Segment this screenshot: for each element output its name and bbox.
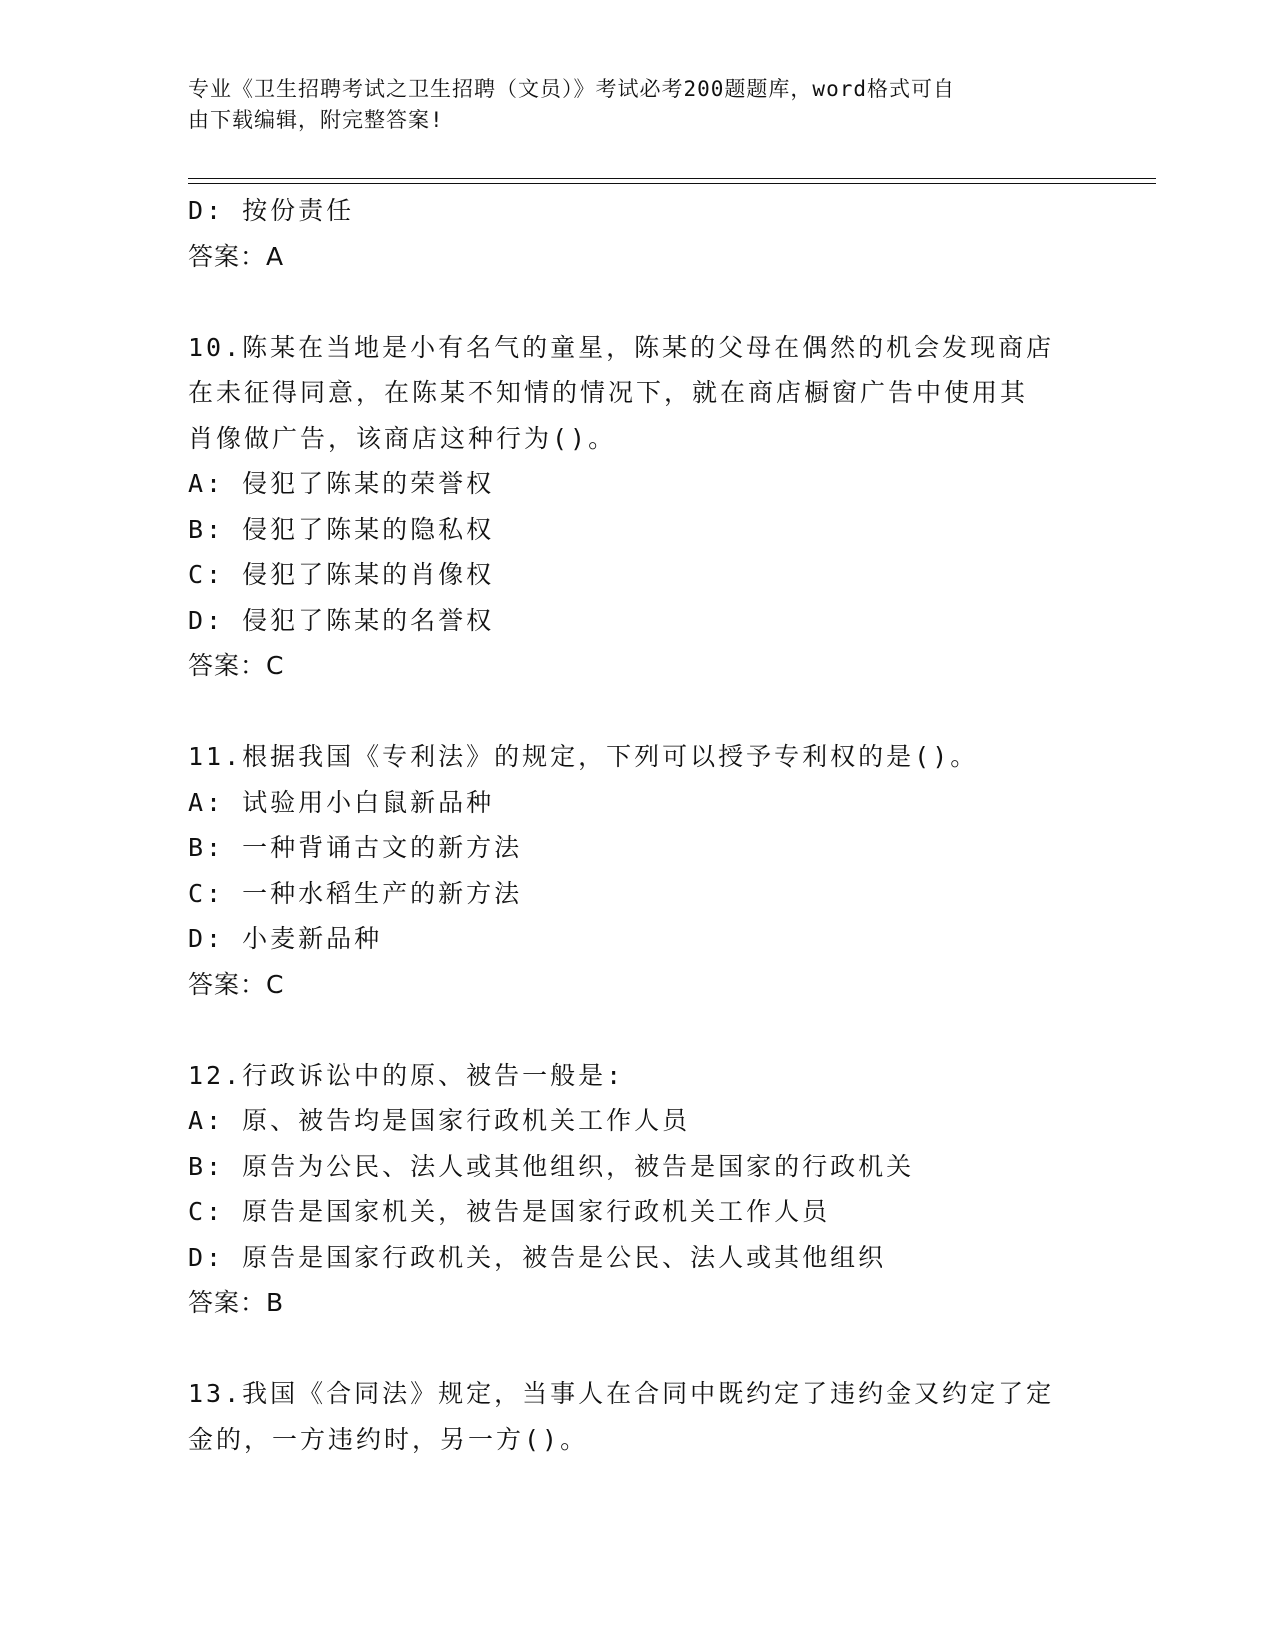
spacer bbox=[188, 1326, 1088, 1372]
option-a: A: 原、被告均是国家行政机关工作人员 bbox=[188, 1106, 691, 1135]
option-c: C: 侵犯了陈某的肖像权 bbox=[188, 560, 495, 589]
question-stem: 13.我国《合同法》规定，当事人在合同中既约定了违约金又约定了定 bbox=[188, 1379, 1055, 1408]
header-divider-bottom bbox=[188, 183, 1156, 184]
header-line-2: 由下载编辑，附完整答案! bbox=[188, 108, 444, 132]
question-10 bbox=[188, 325, 1088, 689]
document-body bbox=[188, 188, 1088, 1462]
option-b: B: 侵犯了陈某的隐私权 bbox=[188, 514, 495, 544]
option-c: C: 一种水稻生产的新方法 bbox=[188, 878, 523, 908]
option-d: D: 小麦新品种 bbox=[188, 924, 383, 953]
question-stem: 11.根据我国《专利法》的规定，下列可以授予专利权的是()。 bbox=[188, 742, 979, 771]
option-c: C: 原告是国家机关，被告是国家行政机关工作人员 bbox=[188, 1197, 831, 1226]
document-header bbox=[188, 74, 1068, 136]
answer: 答案：C bbox=[188, 651, 285, 680]
prev-option-d: D: 按份责任 bbox=[188, 196, 355, 225]
header-line-1: 专业《卫生招聘考试之卫生招聘（文员）》考试必考200题题库，word格式可自 bbox=[188, 77, 955, 101]
question-stem: 12.行政诉讼中的原、被告一般是: bbox=[188, 1060, 625, 1090]
header-divider-top bbox=[188, 178, 1156, 179]
spacer bbox=[188, 279, 1088, 325]
question-stem: 在未征得同意，在陈某不知情的情况下，就在商店橱窗广告中使用其 bbox=[188, 378, 1029, 407]
answer: 答案：C bbox=[188, 969, 285, 999]
question-12 bbox=[188, 1053, 1088, 1326]
prev-answer: 答案：A bbox=[188, 241, 285, 271]
spacer bbox=[188, 1007, 1088, 1053]
spacer bbox=[188, 689, 1088, 735]
answer: 答案：B bbox=[188, 1288, 285, 1317]
question-stem: 10.陈某在当地是小有名气的童星，陈某的父母在偶然的机会发现商店 bbox=[188, 332, 1055, 362]
question-stem: 肖像做广告，该商店这种行为()。 bbox=[188, 423, 617, 453]
option-b: B: 一种背诵古文的新方法 bbox=[188, 833, 523, 862]
option-b: B: 原告为公民、法人或其他组织，被告是国家的行政机关 bbox=[188, 1151, 915, 1181]
question-stem: 金的，一方违约时，另一方()。 bbox=[188, 1424, 589, 1454]
question-11 bbox=[188, 734, 1088, 1007]
option-d: D: 侵犯了陈某的名誉权 bbox=[188, 605, 495, 635]
question-13 bbox=[188, 1371, 1088, 1462]
option-d: D: 原告是国家行政机关，被告是公民、法人或其他组织 bbox=[188, 1242, 887, 1272]
option-a: A: 侵犯了陈某的荣誉权 bbox=[188, 469, 495, 498]
option-a: A: 试验用小白鼠新品种 bbox=[188, 787, 495, 817]
